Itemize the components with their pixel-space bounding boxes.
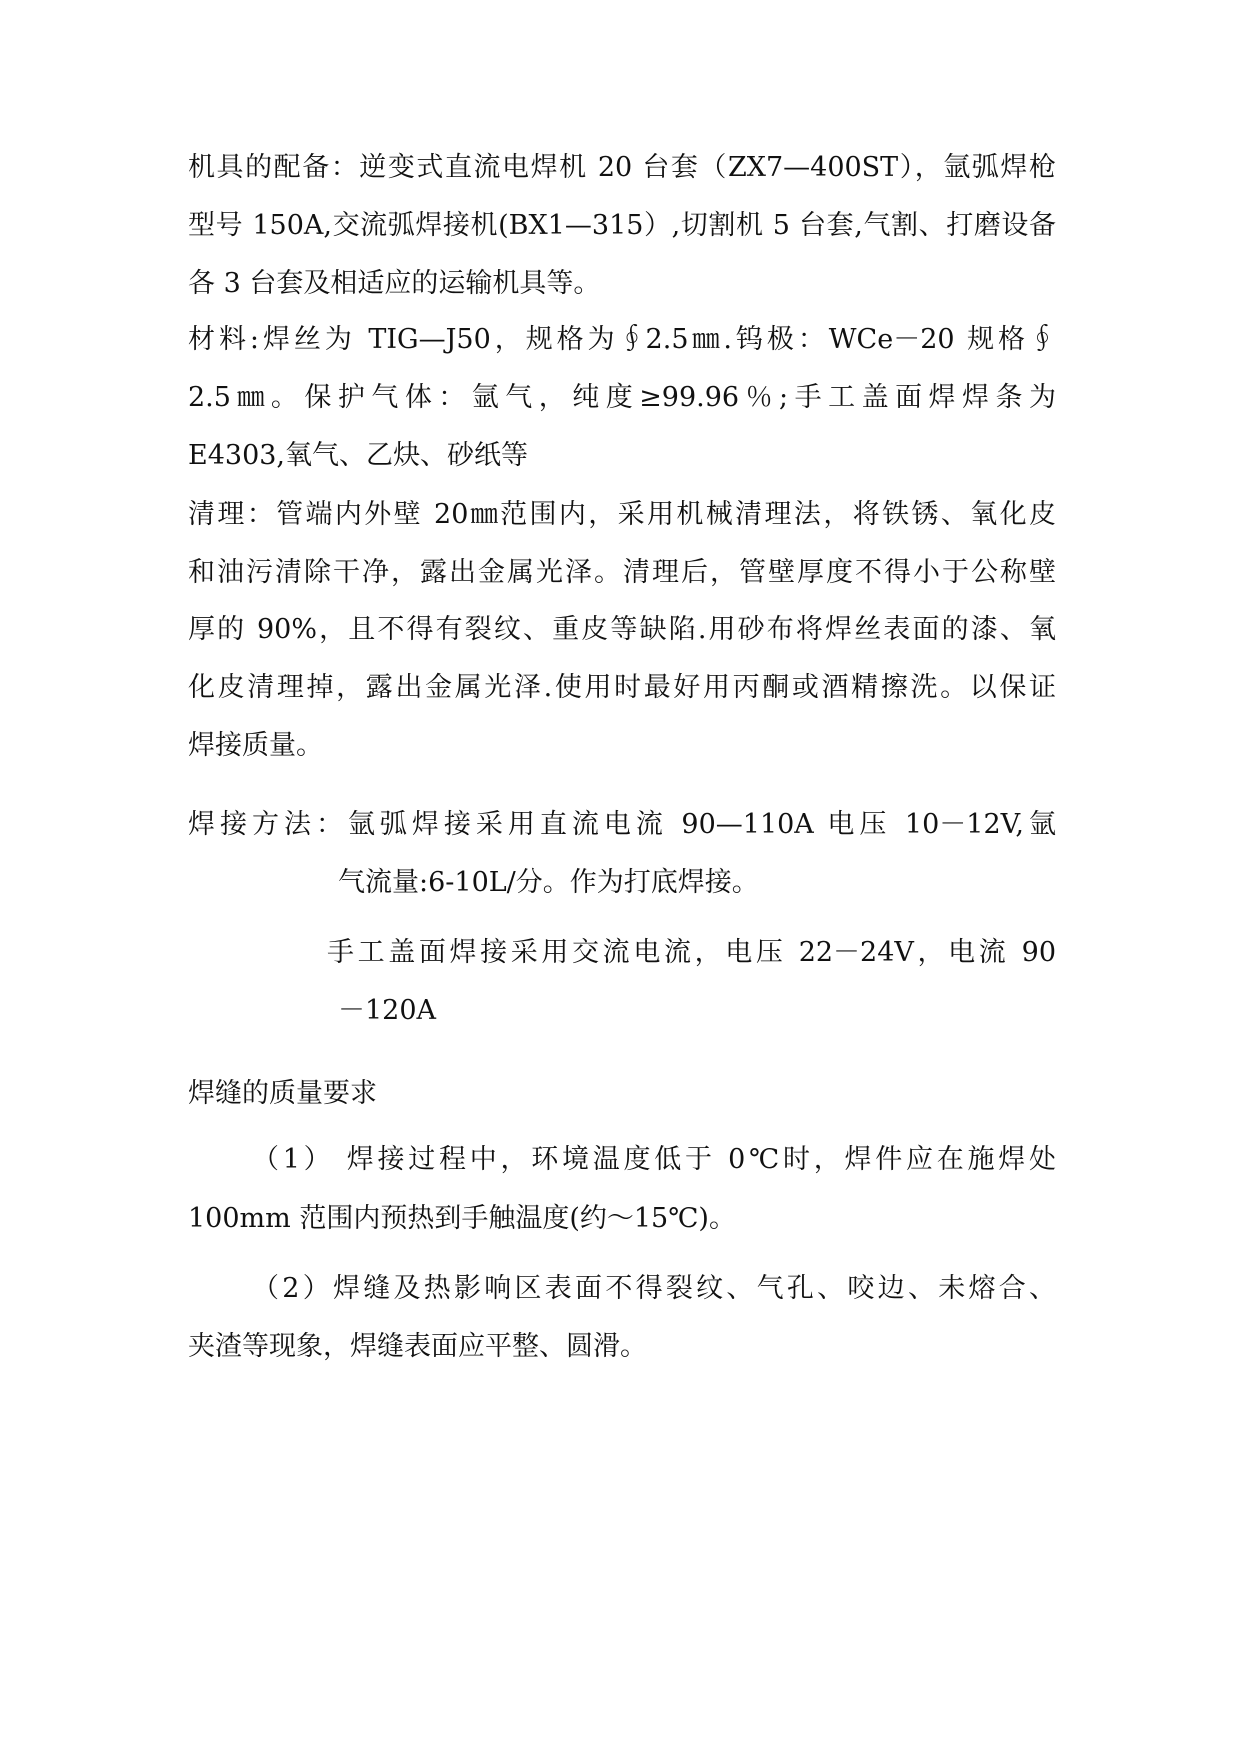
welding-method-line-4: －120A xyxy=(338,995,437,1026)
materials-line-3: E4303,氧气、乙炔、砂纸等 xyxy=(188,440,529,471)
equipment-line-1: 机具的配备：逆变式直流电焊机 20 台套（ZX7—400ST），氩弧焊枪 xyxy=(188,152,1056,183)
welding-method-line-2: 气流量:6-10L/分。作为打底焊接。 xyxy=(338,867,759,898)
cleaning-line-3: 厚的 90%，且不得有裂纹、重皮等缺陷.用砂布将焊丝表面的漆、氧 xyxy=(188,614,1056,645)
requirement-2-line-1: （2）焊缝及热影响区表面不得裂纹、气孔、咬边、未熔合、 xyxy=(252,1273,1056,1304)
cleaning-line-1: 清理：管端内外壁 20㎜范围内，采用机械清理法，将铁锈、氧化皮 xyxy=(188,499,1056,530)
section-heading-weld-quality: 焊缝的质量要求 xyxy=(188,1078,377,1109)
requirement-2-line-2: 夹渣等现象，焊缝表面应平整、圆滑。 xyxy=(188,1331,647,1362)
materials-line-1: 材料:焊丝为 TIG—J50，规格为∮2.5㎜.钨极：WCe－20 规格∮ xyxy=(188,324,1056,355)
equipment-line-2: 型号 150A,交流弧焊接机(BX1—315）,切割机 5 台套,气割、打磨设备 xyxy=(188,210,1056,241)
welding-method-line-1: 焊接方法：氩弧焊接采用直流电流 90—110A 电压 10－12V,氩 xyxy=(188,809,1056,840)
cleaning-line-2: 和油污清除干净，露出金属光泽。清理后，管壁厚度不得小于公称壁 xyxy=(188,557,1056,588)
materials-line-2: 2.5㎜。保护气体：氩气，纯度≥99.96％;手工盖面焊焊条为 xyxy=(188,382,1056,413)
cleaning-line-4: 化皮清理掉，露出金属光泽.使用时最好用丙酮或酒精擦洗。以保证 xyxy=(188,672,1056,703)
requirement-1-line-2: 100mm 范围内预热到手触温度(约～15℃)。 xyxy=(188,1203,736,1234)
welding-method-line-3: 手工盖面焊接采用交流电流，电压 22－24V，电流 90 xyxy=(327,937,1056,968)
equipment-line-3: 各 3 台套及相适应的运输机具等。 xyxy=(188,268,601,299)
cleaning-line-5: 焊接质量。 xyxy=(188,730,323,761)
requirement-1-line-1: （1） 焊接过程中，环境温度低于 0℃时，焊件应在施焊处 xyxy=(252,1144,1056,1175)
